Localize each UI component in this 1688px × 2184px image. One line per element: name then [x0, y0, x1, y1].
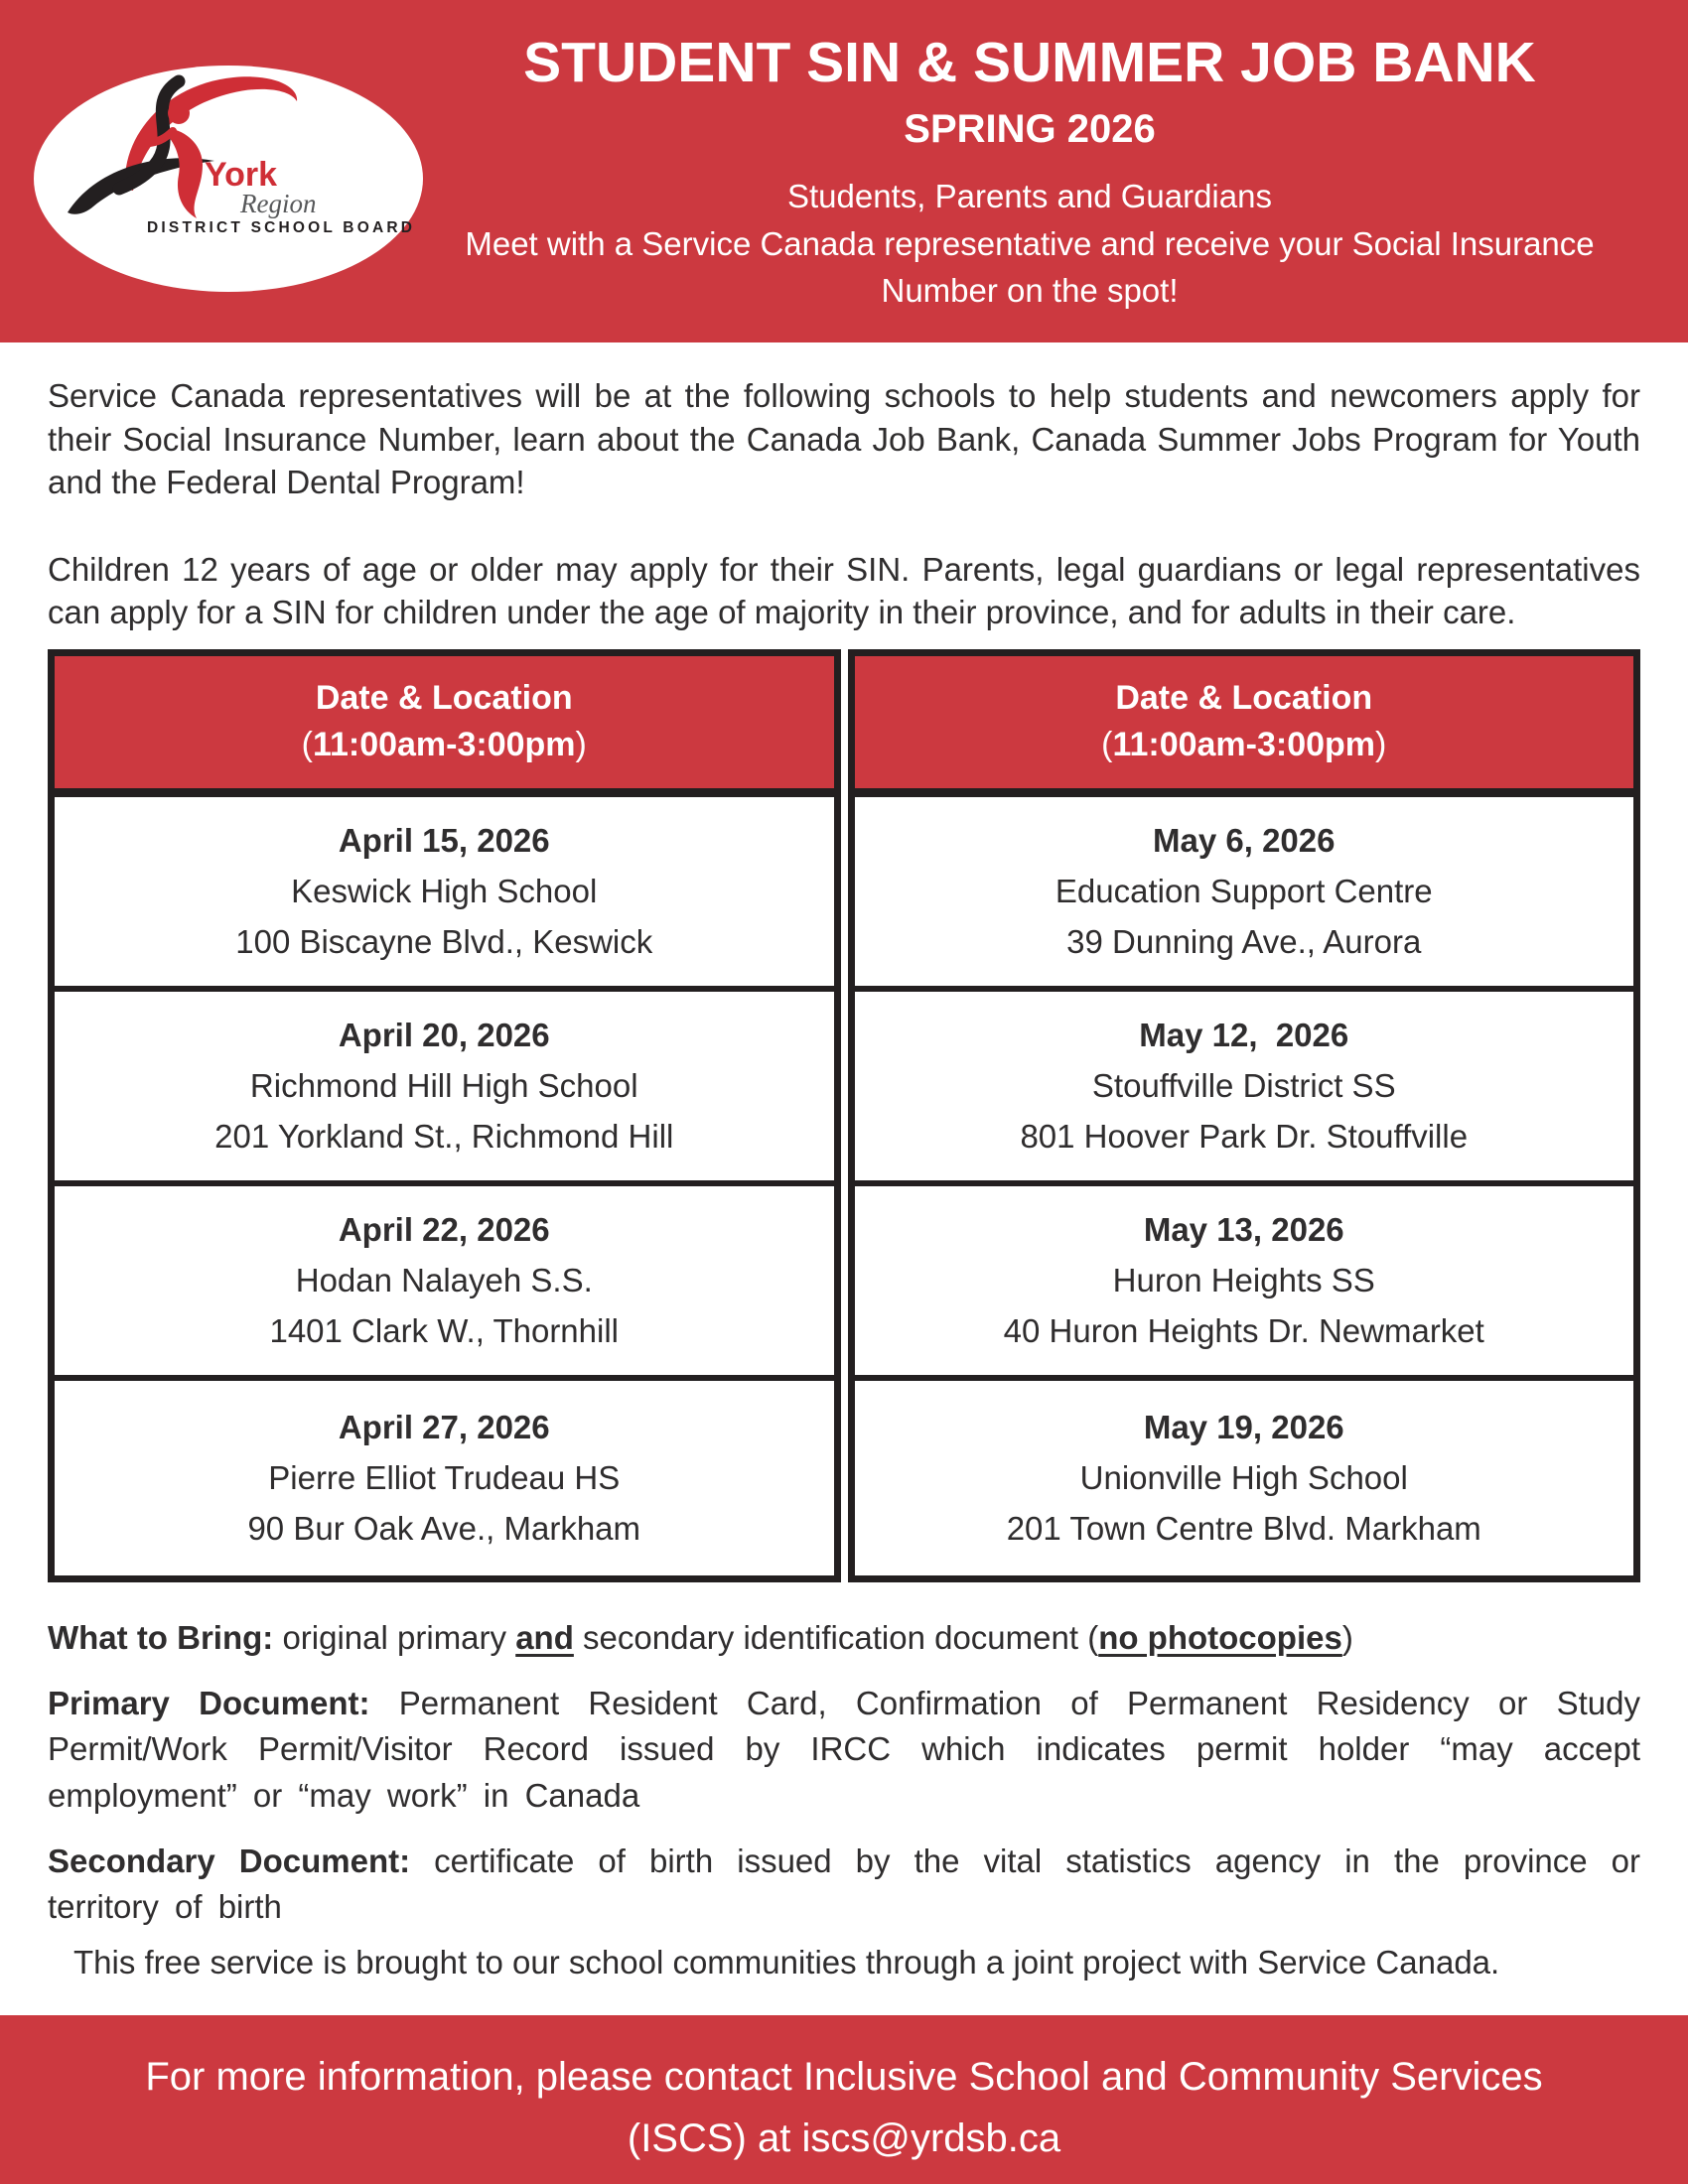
table-header-time: (11:00am-3:00pm): [1101, 726, 1387, 764]
event-cell: [55, 1186, 834, 1381]
event-date: April 27, 2026: [338, 1409, 550, 1446]
table-header-right: [855, 656, 1634, 797]
event-address: 100 Biscayne Blvd., Keswick: [235, 923, 653, 961]
yrdsb-logo-icon: [30, 40, 427, 314]
table-header-time: (11:00am-3:00pm): [301, 726, 587, 764]
secondary-document-label: Secondary Document:: [48, 1842, 411, 1879]
event-school: Stouffville District SS: [1091, 1067, 1396, 1105]
event-date: April 22, 2026: [338, 1211, 550, 1249]
event-date: April 15, 2026: [338, 822, 550, 860]
event-school: Richmond Hill High School: [249, 1067, 638, 1105]
tagline-line2: Number on the spot!: [881, 272, 1179, 309]
event-date: May 19, 2026: [1143, 1409, 1344, 1446]
free-service-note: This free service is brought to our school communities through a joint project with Service Canada.: [73, 1944, 1500, 1981]
table-header-title: Date & Location: [315, 678, 573, 717]
event-date: May 13, 2026: [1143, 1211, 1344, 1249]
event-cell: [55, 992, 834, 1186]
event-address: 1401 Clark W., Thornhill: [269, 1312, 620, 1350]
schedule-table-left: [48, 649, 841, 1582]
primary-document-label: Primary Document:: [48, 1685, 370, 1722]
logo-text-york: York: [205, 156, 278, 194]
event-address: 201 Yorkland St., Richmond Hill: [214, 1118, 674, 1156]
event-address: 801 Hoover Park Dr. Stouffville: [1020, 1118, 1469, 1156]
what-to-bring-label: What to Bring:: [48, 1618, 274, 1656]
event-school: Pierre Elliot Trudeau HS: [268, 1459, 621, 1497]
schedule-tables: [48, 649, 1640, 1582]
header-banner: [0, 0, 1688, 342]
event-cell: [55, 1381, 834, 1575]
event-cell: [855, 797, 1634, 992]
event-school: Hodan Nalayeh S.S.: [295, 1262, 593, 1299]
event-school: Keswick High School: [291, 873, 598, 910]
schedule-table-right: [848, 649, 1641, 1582]
event-cell: [855, 1381, 1634, 1575]
event-address: 39 Dunning Ave., Aurora: [1066, 923, 1422, 961]
page-title: STUDENT SIN & SUMMER JOB BANK: [523, 31, 1536, 95]
no-photocopies-emphasis: no photocopies: [1098, 1618, 1342, 1656]
logo-text-board: DISTRICT SCHOOL BOARD: [147, 219, 416, 236]
event-address: 40 Huron Heights Dr. Newmarket: [1003, 1312, 1484, 1350]
logo-text-region: Region: [240, 189, 317, 218]
event-date: May 6, 2026: [1153, 822, 1336, 860]
table-header-left: [55, 656, 834, 797]
table-header-title: Date & Location: [1115, 678, 1373, 717]
tagline-line1: Meet with a Service Canada representative and receive your Social Insurance: [465, 225, 1595, 263]
event-date: May 12, 2026: [1139, 1017, 1349, 1054]
event-address: 201 Town Centre Blvd. Markham: [1006, 1510, 1481, 1548]
event-school: Education Support Centre: [1055, 873, 1433, 910]
and-emphasis: and: [515, 1618, 574, 1656]
event-school: Unionville High School: [1079, 1459, 1408, 1497]
intro-paragraph-1: Service Canada representatives will be at the following schools to help students and newcomers apply for their Social Insurance Number, learn about the Canada Job Bank, Canada Summer Jobs Program for Youth and the Federal Dental Program!: [48, 377, 1640, 501]
body-content: [0, 374, 1688, 1981]
tagline: [427, 221, 1632, 315]
footer-line1: For more information, please contact Inclusive School and Community Services: [145, 2055, 1543, 2099]
audience-line: Students, Parents and Guardians: [787, 178, 1272, 215]
footer-banner: [0, 2015, 1688, 2184]
header-text-block: [427, 28, 1688, 315]
secondary-document-paragraph: Secondary Document: certificate of birth issued by the vital statistics agency in the province or territory of birth: [48, 1842, 1640, 1926]
event-address: 90 Bur Oak Ave., Markham: [247, 1510, 641, 1548]
event-cell: [55, 797, 834, 992]
footer-line2: (ISCS) at iscs@yrdsb.ca: [627, 2116, 1061, 2160]
event-date: April 20, 2026: [338, 1017, 550, 1054]
what-to-bring-line: What to Bring: original primary and secondary identification document (no photocopies): [48, 1618, 1353, 1656]
yrdsb-logo: [30, 40, 427, 319]
season-subtitle: SPRING 2026: [904, 107, 1156, 152]
event-school: Huron Heights SS: [1112, 1262, 1375, 1299]
event-cell: [855, 992, 1634, 1186]
primary-document-paragraph: Primary Document: Permanent Resident Card, Confirmation of Permanent Residency or Study Permit/Work Permit/Visitor Record issued by IRCC which indicates permit holder “may accept employment” or “may work” in Canada: [48, 1685, 1640, 1814]
intro-paragraph-2: Children 12 years of age or older may apply for their SIN. Parents, legal guardians or legal representatives can apply for a SIN for children under the age of majority in their province, and for adults in their care.: [48, 550, 1640, 631]
event-cell: [855, 1186, 1634, 1381]
